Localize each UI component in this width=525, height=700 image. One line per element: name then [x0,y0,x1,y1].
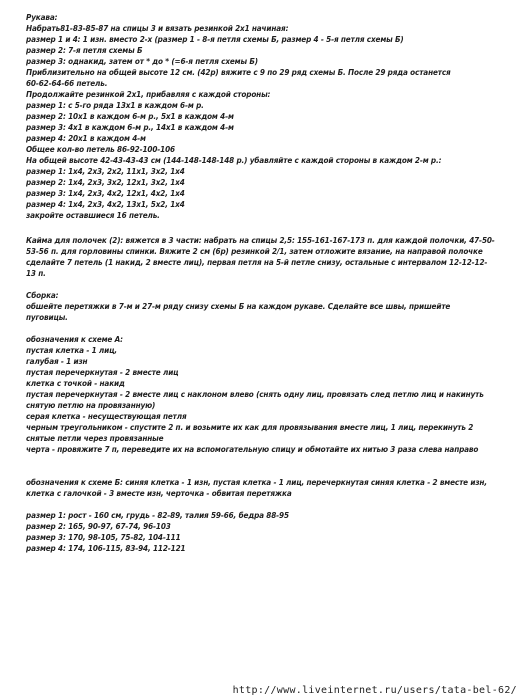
text-line: размер 3: 1х4, 2х3, 4х2, 12х1, 4х2, 1х4 [26,189,185,198]
text-line: размер 3: 4х1 в каждом 6-м р., 14х1 в каждом 4-м [26,123,234,132]
text-line: Общее кол-во петель 86-92-100-106 [26,145,175,154]
size-line: размер 3: 170, 98-105, 75-82, 104-111 [26,533,181,542]
legend-a-section [26,334,515,455]
text-line: размер 4: 20х1 в каждом 4-м [26,134,146,143]
assembly-heading: Сборка: [26,291,59,300]
legend-item: галубая - 1 изн [26,357,88,366]
legend-item: черта - провяжите 7 п, переведите их на вспомогательную спицу и обмотайте их нитью 3 раза слева направо [26,445,479,454]
legend-item: серая клетка - несуществующая петля [26,412,187,421]
legend-item: клетка с точкой - накид [26,379,125,388]
size-line: размер 1: рост - 160 см, грудь - 82-89, талия 59-66, бедра 88-95 [26,511,289,520]
text-line: размер 1: 1х4, 2х3, 2х2, 11х1, 3х2, 1х4 [26,167,185,176]
text-line: закройте оставшиеся 16 петель. [26,211,160,220]
legend-item: пустая клетка - 1 лиц, [26,346,117,355]
placket-paragraph: Кайма для полочек (2): вяжется в 3 части: набрать на спицы 2,5: 155-161-167-173 п. для каждой полочки, 47-50-53-56 п. для горловины спинки. Вяжите 2 см (6р) резинкой 2/1, затем отложите вязание, на направой полочке сделайте 7 петель (1 накид, 2 вместе лиц), первая петля на 5-й петле снизу, остальные с интервалом 12-12-12-13 п. [26,236,495,278]
legend-item: пустая перечеркнутая - 2 вместе лиц с наклоном влево (снять одну лиц, провязать след петлю лиц и накинуть снятую петлю на провязанную) [26,390,484,410]
sizes-section [26,510,515,554]
text-line: Набрать81-83-85-87 на спицы 3 и вязать резинкой 2х1 начиная: [26,24,289,33]
assembly-section [26,290,515,323]
legend-item: черным треугольником - спустите 2 п. и возьмите их как для провязывания вместе лиц, 1 лиц, перекинуть 2 снятые петли через провязанные [26,423,474,443]
text-line: обшейте перетяжки в 7-м и 27-м ряду снизу схемы Б на каждом рукаве. Сделайте все швы, пришейте [26,302,451,311]
sleeves-heading: Рукава: [26,13,58,22]
text-line: размер 2: 10х1 в каждом 6-м р., 5х1 в каждом 4-м [26,112,234,121]
text-line: размер 2: 7-я петля схемы Б [26,46,143,55]
source-url: http://www.liveinternet.ru/users/tata-bel-62/ [232,685,517,696]
text-line: Продолжайте резинкой 2х1, прибавляя с каждой стороны: [26,90,271,99]
sleeves-section [26,12,515,221]
text-line: размер 2: 1х4, 2х3, 3х2, 12х1, 3х2, 1х4 [26,178,185,187]
legend-item: пустая перечеркнутая - 2 вместе лиц [26,368,179,377]
size-line: размер 2: 165, 90-97, 67-74, 96-103 [26,522,171,531]
text-line: На общей высоте 42-43-43-43 см (144-148-148-148 р.) убавляйте с каждой стороны в каждом 2-м р.: [26,156,442,165]
text-line: размер 1: с 5-го ряда 13х1 в каждом 6-м р. [26,101,204,110]
text-line: размер 4: 1х4, 2х3, 4х2, 13х1, 5х2, 1х4 [26,200,185,209]
text-line: размер 3: однакид, затем от * до * (=6-я петля схемы Б) [26,57,258,66]
size-line: размер 4: 174, 106-115, 83-94, 112-121 [26,544,186,553]
text-line: размер 1 и 4: 1 изн. вместо 2-х (размер 1 - 8-я петля схемы Б, размер 4 - 5-я петля схемы Б) [26,35,404,44]
text-line: пуговицы. [26,313,68,322]
text-line: Приблизительно на общей высоте 12 см. (42р) вяжите с 9 по 29 ряд схемы Б. После 29 ряда останется [26,68,451,77]
legend-b-paragraph: обозначения к схеме Б: синяя клетка - 1 изн, пустая клетка - 1 лиц, перечеркнутая синяя клетка - 2 вместе изн, клетка с галочкой - 3 вместе изн, черточка - обвитая перетяжка [26,478,487,498]
legend-a-heading: обозначения к схеме А: [26,335,123,344]
text-line: 60-62-64-66 петель. [26,79,108,88]
